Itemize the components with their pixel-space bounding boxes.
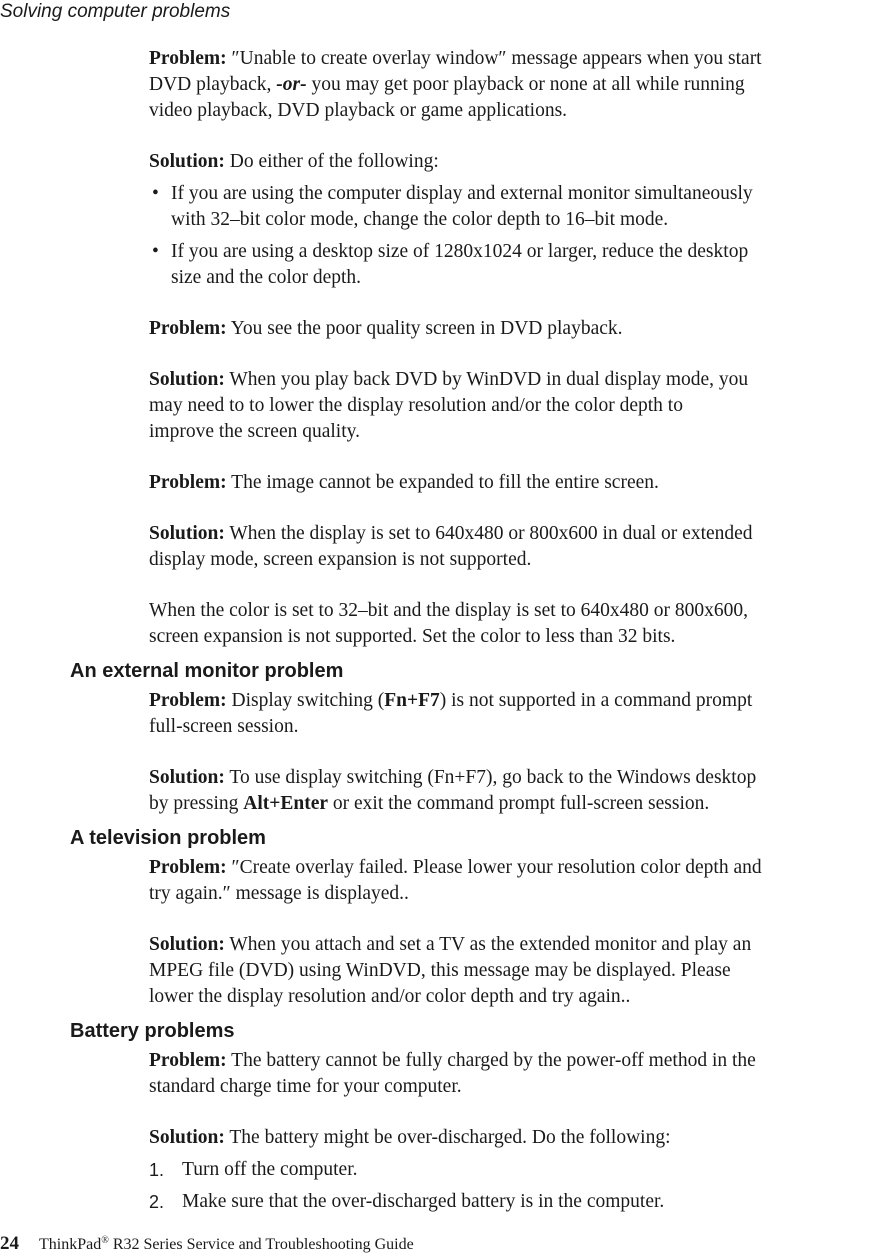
step-number: 2. bbox=[149, 1192, 165, 1212]
list-item: 1. Turn off the computer. bbox=[149, 1157, 885, 1183]
problem-overlay-window bbox=[149, 46, 885, 124]
problem-text: You see the poor quality screen in DVD playback. bbox=[230, 318, 623, 339]
problem-label: Problem: bbox=[149, 1050, 227, 1071]
list-item: • If you are using a desktop size of 1280x1024 or larger, reduce the desktop size and the color depth. bbox=[152, 241, 749, 288]
problem-text: ″Unable to create overlay window″ message appears when you start bbox=[231, 48, 762, 69]
problem-tv-overlay: Problem: ″Create overlay failed. Please lower your resolution color depth and try again.″ message is displayed.. bbox=[149, 857, 762, 904]
solution-label: Solution: bbox=[149, 369, 225, 390]
problem-label: Problem: bbox=[149, 318, 227, 339]
solution-text: Do either of the following: bbox=[229, 151, 439, 172]
solution-expansion: Solution: When the display is set to 640x480 or 800x600 in dual or extended display mode, screen expansion is not supported. bbox=[149, 523, 753, 570]
problem-battery-charge: Problem: The battery cannot be fully charged by the power-off method in the standard charge time for your computer. bbox=[149, 1050, 756, 1097]
solution-poor-quality: Solution: When you play back DVD by WinDVD in dual display mode, you may need to to lower the display resolution and/or the color depth to improve the screen quality. bbox=[149, 369, 749, 442]
running-head: Solving computer problems bbox=[0, 1, 231, 22]
problem-label: Problem: bbox=[149, 472, 227, 493]
list-item: 2. Make sure that the over-discharged battery is in the computer. bbox=[149, 1189, 885, 1215]
solution-expansion-note: When the color is set to 32–bit and the display is set to 640x480 or 800x600, screen expansion is not supported. Set the color to less than 32 bits. bbox=[149, 600, 749, 647]
list-item: • If you are using the computer display and external monitor simultaneously with 32–bit color mode, change the color depth to 16–bit mode. bbox=[152, 183, 753, 230]
key-combo: Alt+Enter bbox=[243, 793, 329, 814]
problem-text: The image cannot be expanded to fill the entire screen. bbox=[231, 472, 659, 493]
bullet-icon: • bbox=[152, 183, 159, 204]
page-content bbox=[0, 46, 885, 1221]
solution-battery-charge: Solution: The battery might be over-discharged. Do the following: bbox=[149, 1127, 671, 1148]
or-marker: -or- bbox=[276, 74, 307, 95]
page-number: 24 bbox=[0, 1233, 19, 1254]
solution-tv-overlay: Solution: When you attach and set a TV as the extended monitor and play an MPEG file (DVD) using WinDVD, this message may be displayed. Please lower the display resolution and/or color depth and try again.. bbox=[149, 934, 752, 1007]
solution-text: When the display is set to 640x480 or 800x600 in dual or extended bbox=[229, 523, 753, 544]
page-footer bbox=[0, 1233, 414, 1256]
step-number: 1. bbox=[149, 1160, 165, 1180]
solution-label: Solution: bbox=[149, 523, 225, 544]
problem-label: Problem: bbox=[149, 690, 227, 711]
solution-text: When you play back DVD by WinDVD in dual display mode, you bbox=[229, 369, 749, 390]
problem-label: Problem: bbox=[149, 48, 227, 69]
bullet-icon: • bbox=[152, 241, 159, 262]
section-heading-television: A television problem bbox=[70, 827, 266, 849]
section-heading-battery: Battery problems bbox=[70, 1020, 235, 1042]
solution-label: Solution: bbox=[149, 934, 225, 955]
key-combo: Fn+F7 bbox=[384, 690, 440, 711]
solution-label: Solution: bbox=[149, 151, 225, 172]
problem-text-line: video playback, DVD playback or game applications. bbox=[149, 100, 568, 121]
section-heading-external-monitor: An external monitor problem bbox=[70, 660, 344, 682]
problem-display-switching: Problem: Display switching (Fn+F7) is not supported in a command prompt full-screen session. bbox=[149, 690, 753, 737]
problem-label: Problem: bbox=[149, 857, 227, 878]
footer-title: R32 Series Service and Troubleshooting Guide bbox=[108, 1236, 414, 1253]
solution-display-switching: Solution: To use display switching (Fn+F7), go back to the Windows desktop by pressing Alt+Enter or exit the command prompt full-screen session. bbox=[149, 767, 757, 814]
solution-bullet-list bbox=[149, 181, 885, 291]
solution-label: Solution: bbox=[149, 1127, 225, 1148]
problem-expansion bbox=[149, 470, 885, 496]
problem-text-line: DVD playback, -or- you may get poor playback or none at all while running bbox=[149, 74, 745, 95]
solution-label: Solution: bbox=[149, 767, 225, 788]
registered-mark: ® bbox=[101, 1235, 109, 1246]
footer-brand: ThinkPad bbox=[39, 1236, 102, 1253]
problem-poor-quality bbox=[149, 316, 885, 342]
solution-overlay-window bbox=[149, 149, 885, 175]
battery-steps-list bbox=[149, 1157, 885, 1215]
